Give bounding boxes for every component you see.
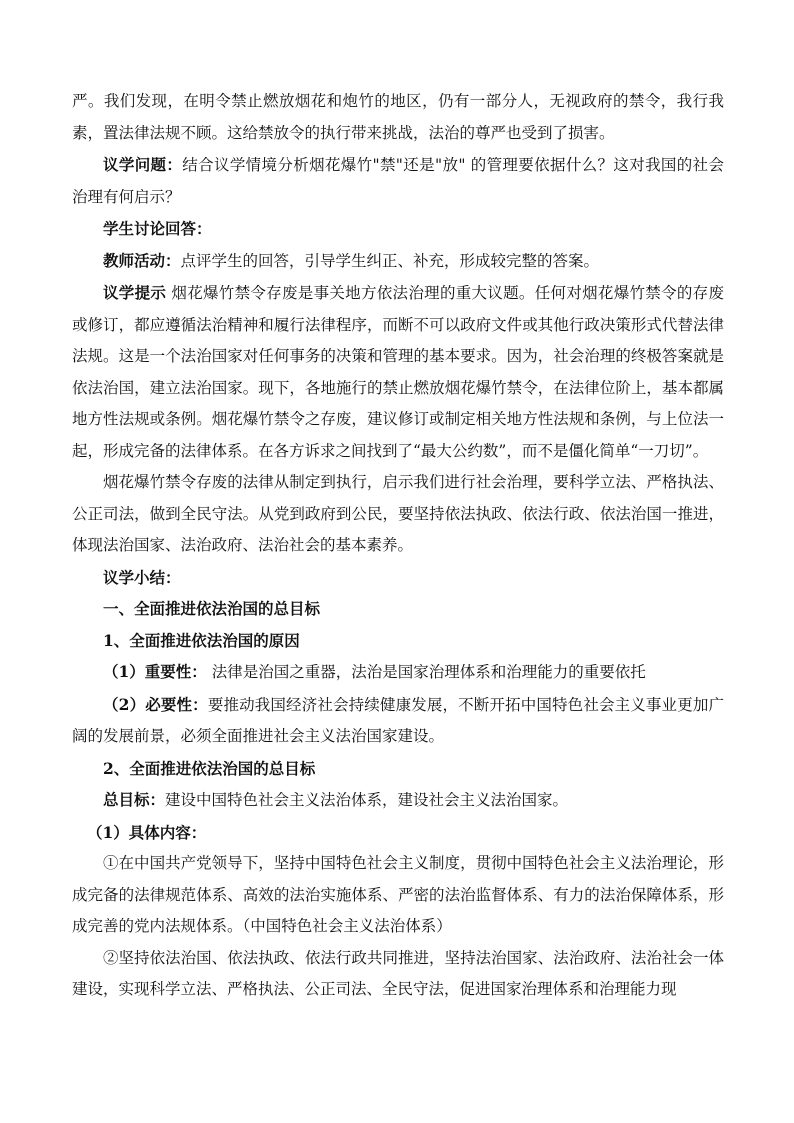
item1-paragraph: ①在中国共产党领导下，坚持中国特色社会主义制度，贯彻中国特色社会主义法治理论，形成完备的法律规范体系、高效的法治实施体系、严密的法治监督体系、有力的法治保障体系，形成完善的党内法规体系。（中国特色社会主义法治体系） [72, 854, 724, 935]
general-goal-paragraph [72, 784, 724, 817]
document-page [72, 86, 724, 1006]
importance-paragraph [72, 656, 724, 689]
teacher-activity-text: 点评学生的回答，引导学生纠正、补充，形成较完整的答案。 [180, 251, 600, 270]
question-text: 结合议学情境分析烟花爆竹"禁"还是"放" 的管理要依据什么？这对我国的社会治理有何启示？ [72, 156, 724, 206]
necessity-text: 要推动我国经济社会持续健康发展，不断开拓中国特色社会主义事业更加广阔的发展前景，必须全面推进社会主义法治国家建设。 [72, 695, 724, 745]
importance-label: （1）重要性： [103, 662, 207, 681]
necessity-paragraph [72, 689, 724, 753]
specific-content-label: （1）具体内容： [87, 822, 207, 842]
section1-heading: 一、全面推进依法治国的总目标 [103, 599, 321, 618]
teacher-activity-label: 教师活动： [103, 250, 181, 270]
importance-text: 法律是治国之重器，法治是国家治理体系和治理能力的重要依托 [206, 663, 646, 681]
intro-paragraph: 严。我们发现，在明令禁止燃放烟花和炮竹的地区，仍有一部分人，无视政府的禁令，我行我素，置法律法规不顾。这给禁放令的执行带来挑战，法治的尊严也受到了损害。 [72, 92, 724, 142]
tip-label: 议学提示 [103, 283, 167, 302]
general-goal-text: 建设中国特色社会主义法治体系，建设社会主义法治国家。 [165, 791, 569, 809]
question-paragraph [72, 149, 724, 213]
tip-text: 烟花爆竹禁令存废是事关地方依法治理的重大议题。任何对烟花爆竹禁令的存废或修订，都应遵循法治精神和履行法律程序，而断不可以政府文件或其他行政决策形式代替法律法规。这是一个法治国家对任何事务的决策和管理的基本要求。因为，社会治理的终极答案就是依法治国，建立法治国家。现下，各地施行的禁止燃放烟花爆竹禁令，在法律位阶上，基本都属地方性法规或条例。烟花爆竹禁令之存废，建议修订或制定相关地方性法规和条例，与上位法一起，形成完备的法律体系。在各方诉求之间找到了“最大公约数”，而不是僵化简单“一刀切”。 [72, 284, 724, 460]
question-label: 议学问题： [103, 155, 183, 174]
student-discussion-heading: 学生讨论回答： [103, 219, 212, 238]
summary-label: 议学小结： [103, 567, 181, 587]
general-goal-label: 总目标： [103, 790, 166, 809]
necessity-label: （2）必要性： [103, 694, 208, 714]
sub2-heading: 2、全面推进依法治国的总目标 [103, 758, 316, 778]
tip-paragraph [72, 277, 724, 467]
enlightenment-paragraph: 烟花爆竹禁令存废的法律从制定到执行，启示我们进行社会治理，要科学立法、严格执法、公正司法，做到全民守法。从党到政府到公民，要坚持依法执政、依法行政、依法治国一推进，体现法治国家、法治政府、法治社会的基本素养。 [72, 473, 724, 554]
sub1-heading: 1、全面推进依法治国的原因 [103, 630, 300, 650]
item2-paragraph: ②坚持依法治国、依法执政、依法行政共同推进，坚持法治国家、法治政府、法治社会一体建设，实现科学立法、严格执法、公正司法、全民守法，促进国家治理体系和治理能力现 [72, 948, 724, 998]
teacher-activity-paragraph [72, 245, 724, 278]
